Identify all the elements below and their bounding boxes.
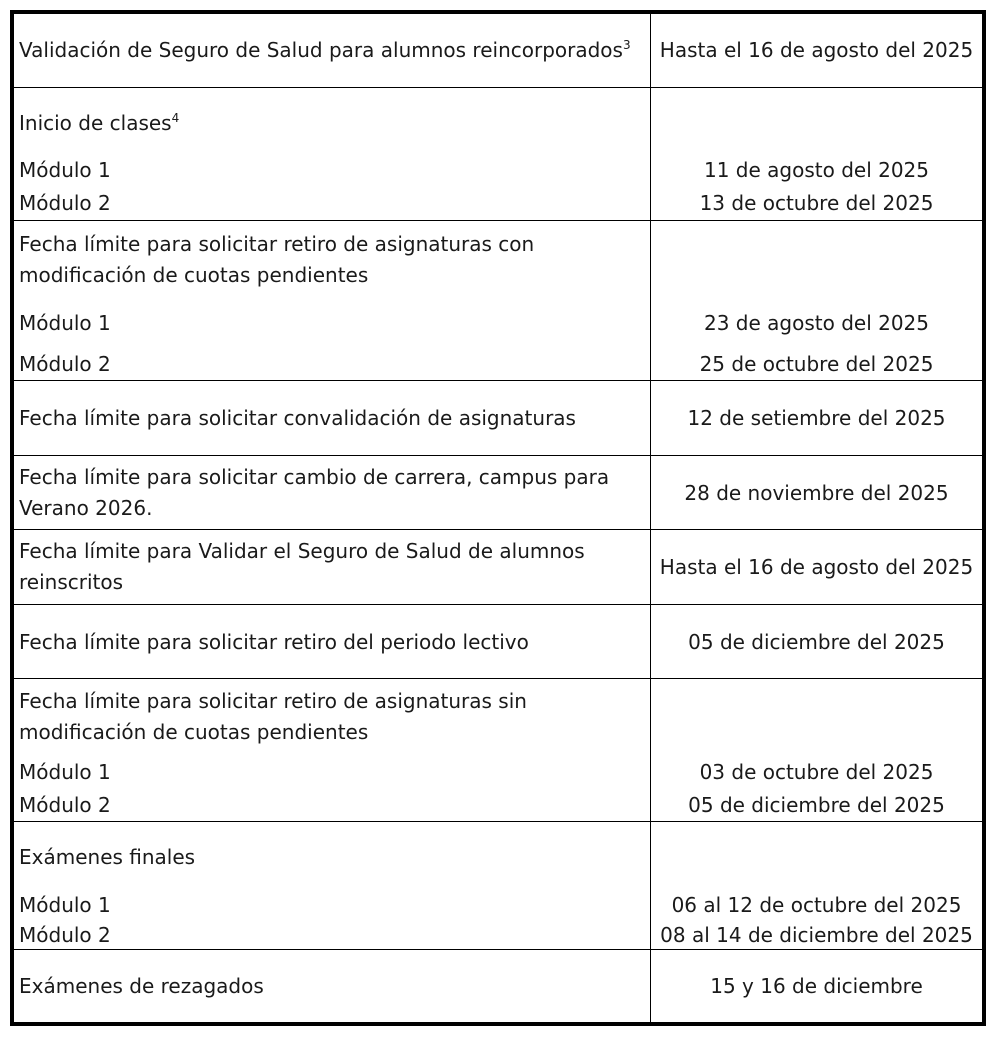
event-cell bbox=[14, 381, 651, 455]
date-cell bbox=[651, 605, 982, 678]
event-label-line: Fecha límite para Validar el Seguro de Salud de alumnos bbox=[19, 539, 585, 563]
event-cell bbox=[14, 530, 651, 604]
event-date: 15 y 16 de diciembre bbox=[710, 974, 923, 998]
module-date: 23 de agosto del 2025 bbox=[703, 311, 930, 335]
module-date: 08 al 14 de diciembre del 2025 bbox=[660, 923, 973, 947]
table-row bbox=[14, 88, 982, 221]
module-label: Módulo 1 bbox=[19, 893, 111, 917]
date-cell bbox=[651, 679, 982, 821]
event-label-line: reinscritos bbox=[19, 570, 124, 594]
module-date: 25 de octubre del 2025 bbox=[699, 352, 934, 376]
event-cell bbox=[14, 822, 651, 949]
table-row bbox=[14, 822, 982, 950]
event-cell bbox=[14, 14, 651, 87]
event-date: Hasta el 16 de agosto del 2025 bbox=[659, 38, 974, 62]
module-date: 05 de diciembre del 2025 bbox=[688, 793, 945, 817]
module-date: 13 de octubre del 2025 bbox=[699, 191, 934, 215]
footnote-marker: 3 bbox=[622, 38, 631, 52]
module-date: 03 de octubre del 2025 bbox=[699, 760, 934, 784]
module-label: Módulo 2 bbox=[19, 191, 111, 215]
date-cell bbox=[651, 950, 982, 1022]
table-row bbox=[14, 456, 982, 530]
module-label: Módulo 2 bbox=[19, 923, 111, 947]
event-label-line: modificación de cuotas pendientes bbox=[19, 263, 369, 287]
table-row bbox=[14, 530, 982, 605]
event-date: 12 de setiembre del 2025 bbox=[687, 406, 946, 430]
module-label: Módulo 1 bbox=[19, 760, 111, 784]
event-label: Inicio de clases$^4$ bbox=[19, 111, 180, 135]
event-label: Fecha límite para solicitar retiro del periodo lectivo bbox=[19, 630, 529, 654]
event-date: 05 de diciembre del 2025 bbox=[688, 630, 945, 654]
module-label: Módulo 1 bbox=[19, 158, 111, 182]
date-cell bbox=[651, 14, 982, 87]
module-label: Módulo 2 bbox=[19, 793, 111, 817]
event-cell bbox=[14, 605, 651, 678]
date-cell bbox=[651, 530, 982, 604]
event-date: Hasta el 16 de agosto del 2025 bbox=[659, 555, 974, 579]
module-date: 06 al 12 de octubre del 2025 bbox=[671, 893, 962, 917]
calendar-table bbox=[10, 10, 986, 1026]
event-label: Exámenes de rezagados bbox=[19, 974, 264, 998]
event-cell bbox=[14, 679, 651, 821]
table-row bbox=[14, 14, 982, 88]
date-cell bbox=[651, 221, 982, 380]
table-row bbox=[14, 221, 982, 381]
date-cell bbox=[651, 456, 982, 529]
event-cell bbox=[14, 950, 651, 1022]
date-cell bbox=[651, 88, 982, 220]
module-date: 11 de agosto del 2025 bbox=[703, 158, 930, 182]
date-cell bbox=[651, 822, 982, 949]
event-cell bbox=[14, 221, 651, 380]
event-label-line: Fecha límite para solicitar retiro de asignaturas sin bbox=[19, 689, 527, 713]
event-date: 28 de noviembre del 2025 bbox=[684, 481, 949, 505]
event-label-line: Fecha límite para solicitar retiro de asignaturas con bbox=[19, 232, 535, 256]
event-label-line: modificación de cuotas pendientes bbox=[19, 720, 369, 744]
event-label: Exámenes finales bbox=[19, 845, 196, 869]
event-label-line: Verano 2026. bbox=[19, 496, 153, 520]
table-row bbox=[14, 381, 982, 456]
module-label: Módulo 2 bbox=[19, 352, 111, 376]
table-row bbox=[14, 605, 982, 679]
module-label: Módulo 1 bbox=[19, 311, 111, 335]
event-label: Fecha límite para solicitar convalidación de asignaturas bbox=[19, 406, 576, 430]
event-cell bbox=[14, 88, 651, 220]
table-row bbox=[14, 950, 982, 1022]
event-label-line: Fecha límite para solicitar cambio de carrera, campus para bbox=[19, 465, 610, 489]
event-label: Validación de Seguro de Salud para alumnos reincorporados$^3$ bbox=[19, 38, 631, 62]
date-cell bbox=[651, 381, 982, 455]
event-cell bbox=[14, 456, 651, 529]
table-row bbox=[14, 679, 982, 822]
footnote-marker: 4 bbox=[171, 111, 180, 125]
